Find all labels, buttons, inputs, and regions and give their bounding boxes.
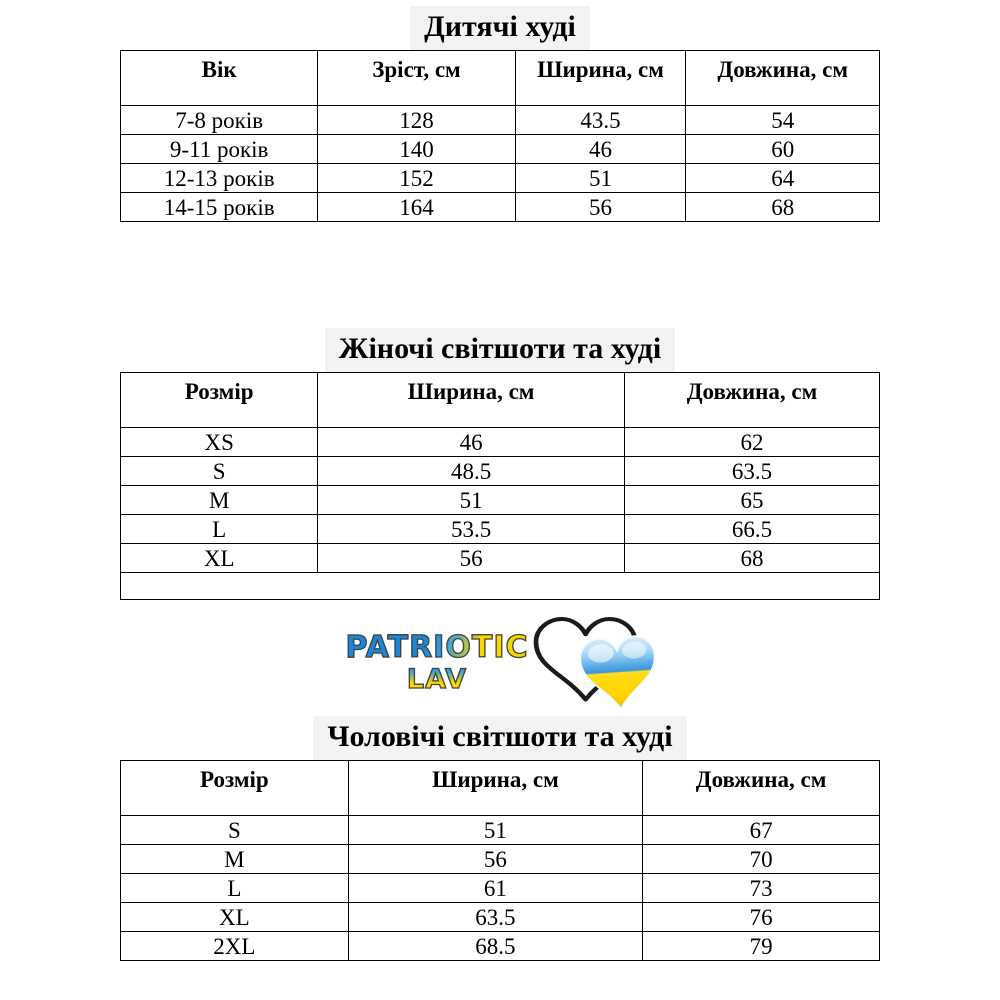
table-cell: 56 [348, 845, 642, 874]
table-cell: 79 [643, 932, 880, 961]
table-row [121, 457, 880, 486]
table-cell: 60 [686, 135, 880, 164]
table-cell: 128 [318, 106, 515, 135]
table-cell: S [121, 457, 318, 486]
logo-text [346, 631, 529, 701]
table-cell: 73 [643, 874, 880, 903]
table-cell: 64 [686, 164, 880, 193]
table-cell: 54 [686, 106, 880, 135]
table-row [121, 816, 880, 845]
table-cell: 56 [318, 544, 625, 573]
table-cell: 164 [318, 193, 515, 222]
table-cell: 66.5 [624, 515, 879, 544]
table-cell: 12-13 років [121, 164, 318, 193]
table-cell: 56 [515, 193, 686, 222]
table-cell: 51 [318, 486, 625, 515]
table-cell [121, 573, 318, 600]
men-sizes-table [120, 760, 880, 961]
table-header-cell: Ширина, см [515, 51, 686, 106]
table-header-cell: Ширина, см [348, 761, 642, 816]
section-children [0, 0, 1000, 50]
children-sizes-table [120, 50, 880, 222]
table-cell: 140 [318, 135, 515, 164]
table-cell: 43.5 [515, 106, 686, 135]
table-cell: 51 [348, 816, 642, 845]
table-header [121, 373, 880, 428]
table-row [121, 428, 880, 457]
table-cell: L [121, 515, 318, 544]
women-sizes-table [120, 372, 880, 600]
table-row [121, 164, 880, 193]
table-row [121, 544, 880, 573]
table-cell: 65 [624, 486, 879, 515]
table-cell: 48.5 [318, 457, 625, 486]
table-cell [318, 573, 625, 600]
table-cell: 2XL [121, 932, 349, 961]
table-header-cell: Довжина, см [643, 761, 880, 816]
table-body [121, 816, 880, 961]
table-cell: 63.5 [624, 457, 879, 486]
table-cell: 61 [348, 874, 642, 903]
table-header-cell: Розмір [121, 761, 349, 816]
table-row [121, 193, 880, 222]
table-cell: 53.5 [318, 515, 625, 544]
table-row [121, 932, 880, 961]
table-cell: 76 [643, 903, 880, 932]
table-row [121, 515, 880, 544]
table-header-cell: Розмір [121, 373, 318, 428]
table-header-cell: Вік [121, 51, 318, 106]
table-header [121, 761, 880, 816]
table-cell: M [121, 845, 349, 874]
table-row [121, 845, 880, 874]
table-header-cell: Зріст, см [318, 51, 515, 106]
table-cell: S [121, 816, 349, 845]
table-cell: 68 [624, 544, 879, 573]
table-cell: M [121, 486, 318, 515]
table-cell: 152 [318, 164, 515, 193]
table-row [121, 135, 880, 164]
section-title-children: Дитячі худі [410, 6, 590, 50]
table-cell: 46 [318, 428, 625, 457]
table-header-row [121, 761, 880, 816]
table-cell: 7-8 років [121, 106, 318, 135]
table-body [121, 106, 880, 222]
table-header-cell: Довжина, см [686, 51, 880, 106]
table-row [121, 486, 880, 515]
table-row [121, 106, 880, 135]
section-title-women: Жіночі світшоти та худі [325, 328, 675, 372]
table-header-row [121, 373, 880, 428]
table-cell: 62 [624, 428, 879, 457]
table-cell: 46 [515, 135, 686, 164]
table-cell: XL [121, 903, 349, 932]
table-cell: 67 [643, 816, 880, 845]
table-header-cell: Довжина, см [624, 373, 879, 428]
table-cell [624, 573, 879, 600]
table-cell: XL [121, 544, 318, 573]
table-row-empty [121, 573, 880, 600]
table-header-cell: Ширина, см [318, 373, 625, 428]
table-cell: 51 [515, 164, 686, 193]
logo-text-line2: LAV [346, 665, 529, 695]
table-row [121, 874, 880, 903]
table-body [121, 428, 880, 600]
table-header [121, 51, 880, 106]
section-title-men: Чоловічі світшоти та худі [313, 716, 686, 760]
brand-logo [0, 616, 1000, 716]
logo-text-line1: PATRIOTIC [345, 630, 529, 665]
section-women [0, 328, 1000, 372]
table-cell: 9-11 років [121, 135, 318, 164]
table-row [121, 903, 880, 932]
flag-heart-icon [579, 635, 655, 711]
section-men [0, 716, 1000, 760]
table-cell: L [121, 874, 349, 903]
table-cell: 68 [686, 193, 880, 222]
table-cell: 68.5 [348, 932, 642, 961]
hearts-icon [533, 616, 655, 716]
table-cell: 14-15 років [121, 193, 318, 222]
table-cell: 70 [643, 845, 880, 874]
table-header-row [121, 51, 880, 106]
table-cell: 63.5 [348, 903, 642, 932]
table-cell: XS [121, 428, 318, 457]
